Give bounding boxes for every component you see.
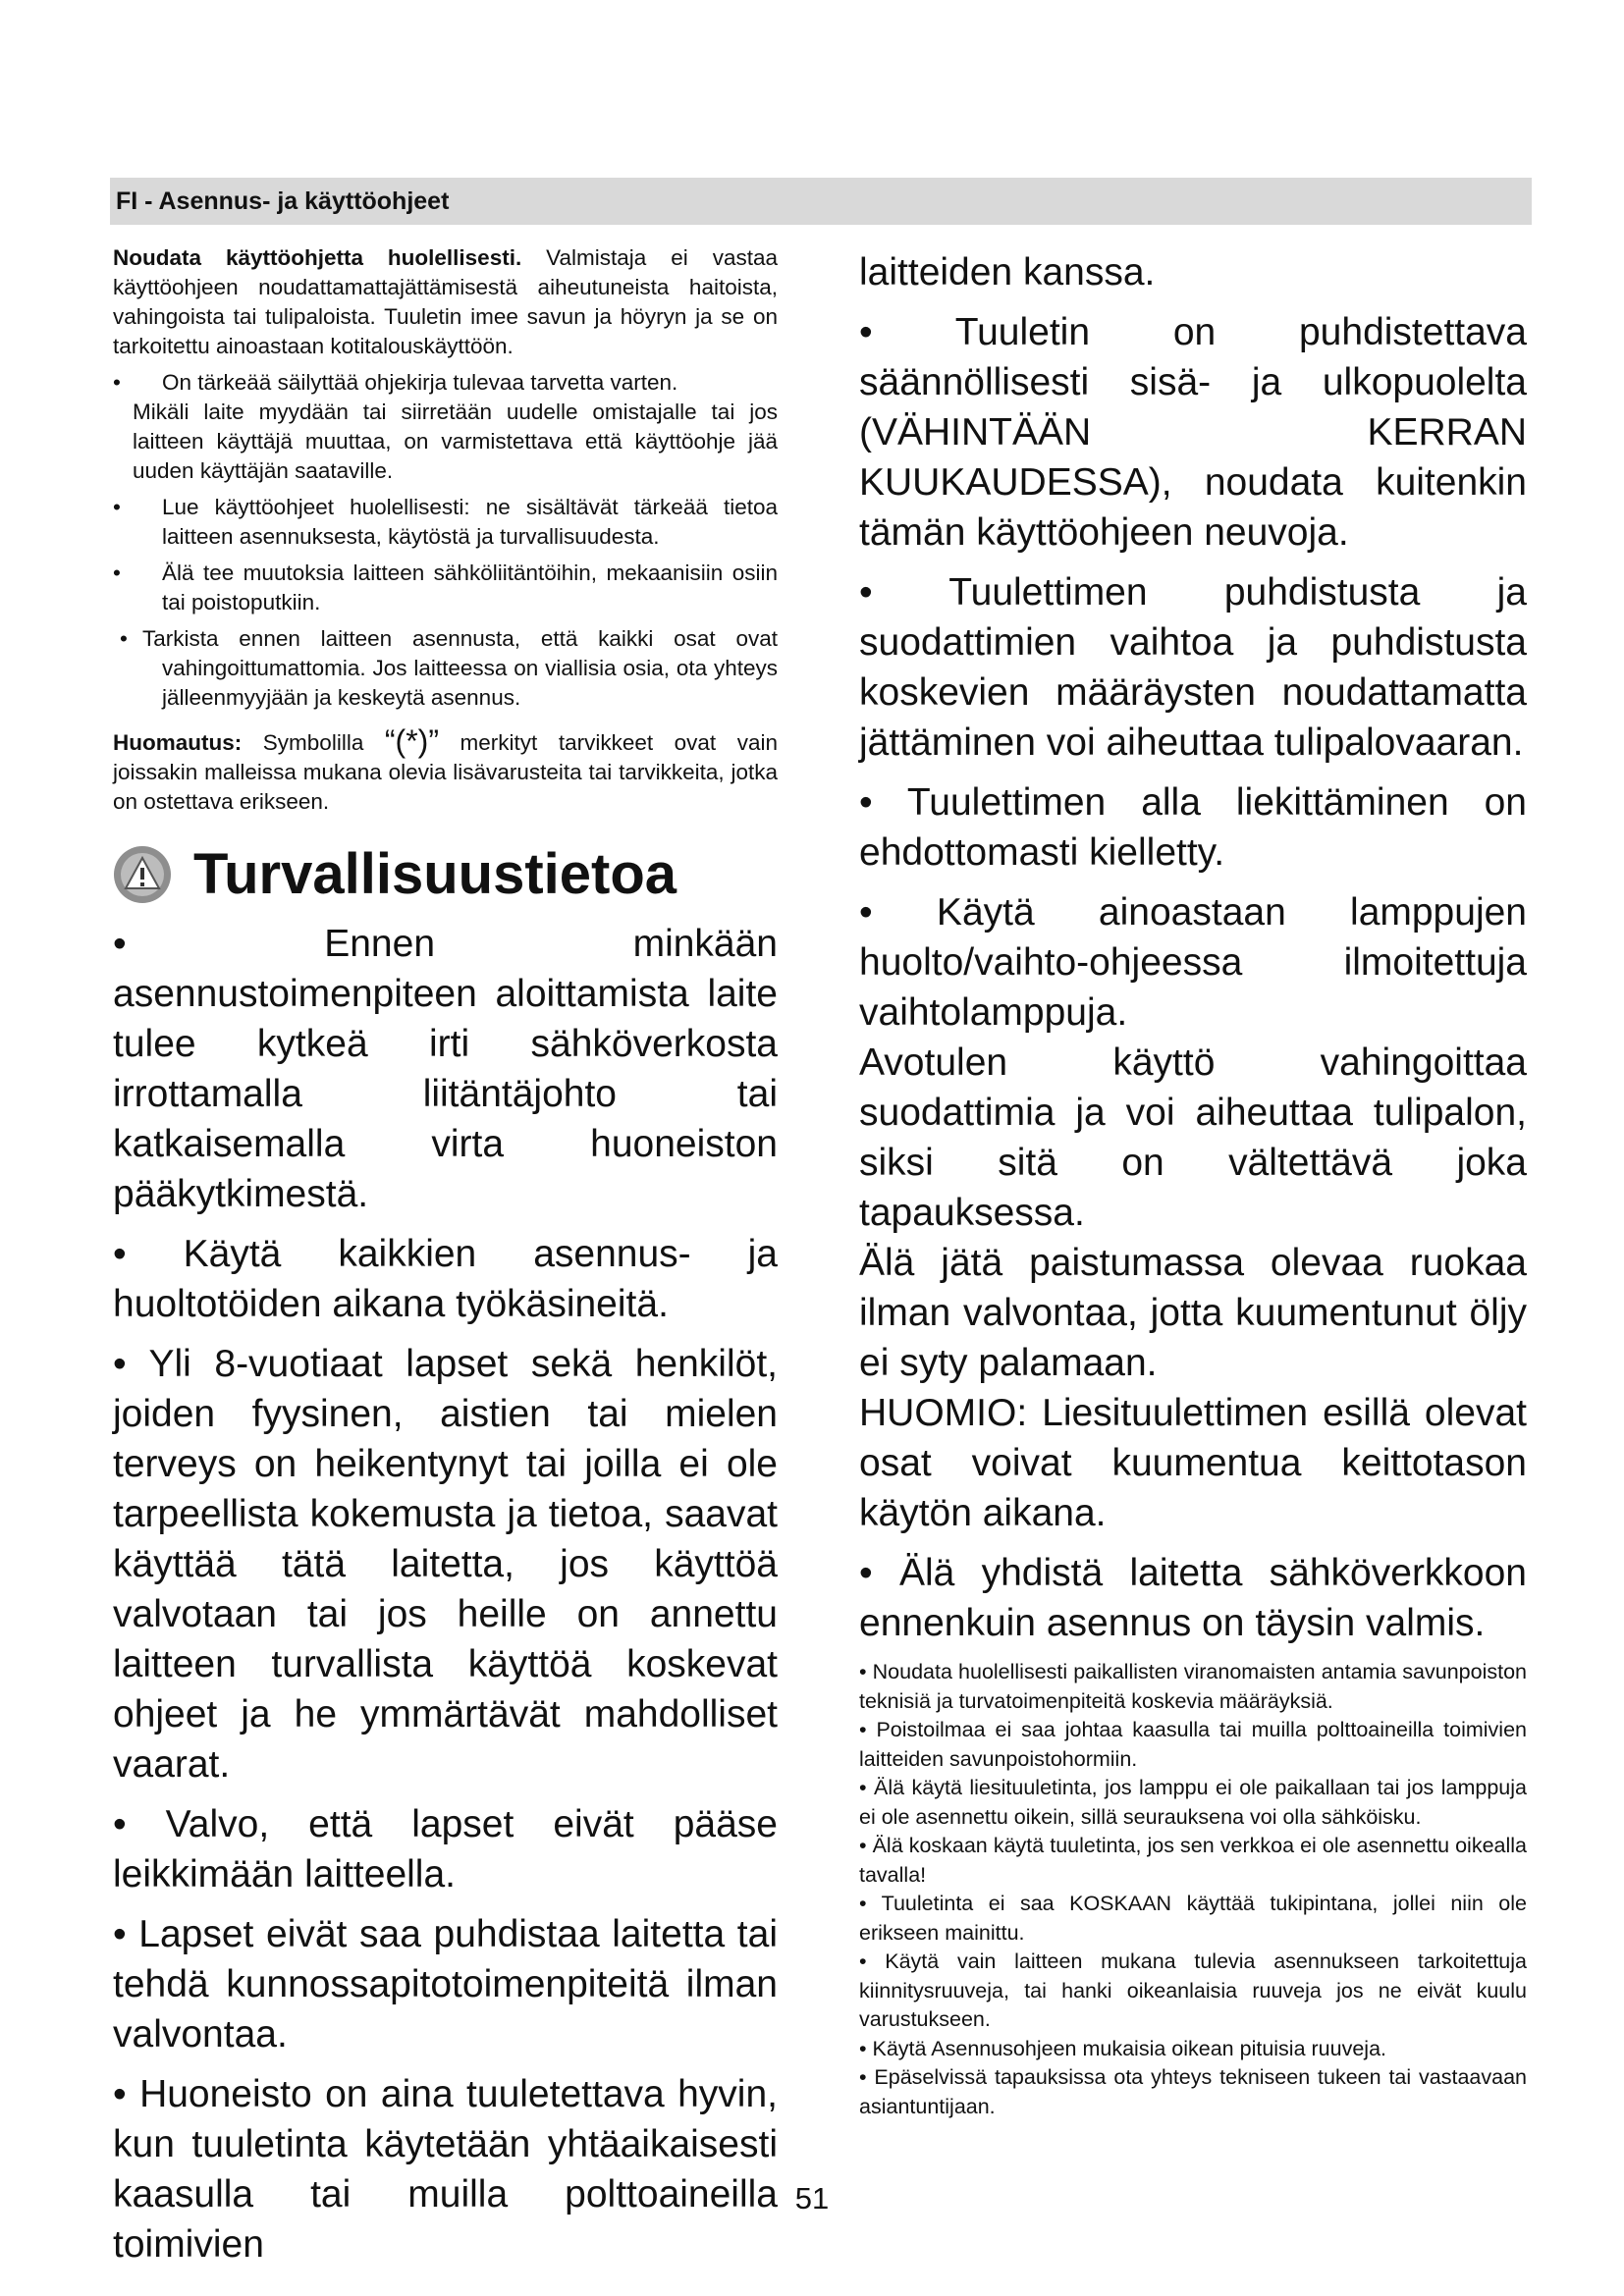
header-title: FI - Asennus- ja käyttöohjeet xyxy=(116,187,450,215)
intro-bullet-1-continuation xyxy=(113,398,778,486)
intro-bullet-3-text: Älä tee muutoksia laitteen sähköliitäntöihin, mekaanisiin osiin tai poistoputkiin. xyxy=(162,561,778,614)
intro-lead: Noudata käyttöohjetta huolellisesti. xyxy=(113,245,522,270)
safety-item-right-4: • Tuulettimen alla liekittäminen on ehdottomasti kielletty. xyxy=(859,781,1527,874)
safety-item-right-2: • Tuuletin on puhdistettava säännöllisesti sisä- ja ulkopuolelta (VÄHINTÄÄN KERRAN KUUKAUDESSA), noudata kuitenkin tämän käyttöohjeen neuvoja. xyxy=(859,311,1527,554)
safety-item-right-9: • Älä yhdistä laitetta sähköverkkoon ennenkuin asennus on täysin valmis. xyxy=(859,1552,1527,1644)
bullet-dot: • xyxy=(113,370,121,395)
safety-item-right-5: • Käytä ainoastaan lamppujen huolto/vaihto-ohjeessa ilmoitettuja vaihtolamppuja. xyxy=(859,891,1527,1034)
intro-bullet-1-text: On tärkeää säilyttää ohjekirja tulevaa tarvetta varten. xyxy=(162,370,678,395)
safety-item-right-1: laitteiden kanssa. xyxy=(859,251,1156,294)
section-header xyxy=(110,178,1532,225)
intro-bullet-4 xyxy=(113,624,778,713)
safety-item-left-3: • Yli 8-vuotiaat lapset sekä henkilöt, joiden fyysinen, aistien tai mielen terveys on heikentynyt tai joilla ei ole tarpeellista kokemusta ja tietoa, saavat käyttää tätä laitetta, jos käyttöä valvotaan tai jos heille on annettu laitteen turvallista käyttöä koskevat ohjeet ja he ymmärtävät mahdolliset vaarat. xyxy=(113,1343,778,1786)
safety-small-item-5: • Tuuletinta ei saa KOSKAAN käyttää tukipintana, jollei niin ole erikseen mainittu. xyxy=(859,1892,1527,1945)
bullet-dot: • xyxy=(113,495,121,519)
safety-small-item-8: • Epäselvissä tapauksissa ota yhteys tekniseen tukeen tai vastaavaan asiantuntijaan. xyxy=(859,2065,1527,2118)
page-number: 51 xyxy=(794,2181,830,2216)
intro-bullet-1-cont-text: Mikäli laite myydään tai siirretään uudelle omistajalle tai jos laitteen käyttäjä muuttaa, on varmistettava että käyttöohje jää uuden käyttäjän saataville. xyxy=(133,400,778,483)
note-text-post: merkityt tarvikkeet ovat vain joissakin malleissa mukana olevia lisävarusteita tai tarvikkeita, jotka on ostettava erikseen. xyxy=(113,730,778,814)
safety-item-right-3: • Tuulettimen puhdistusta ja suodattimien vaihtoa ja puhdistusta koskevien määräysten noudattamatta jättäminen voi aiheuttaa tulipalovaaran. xyxy=(859,571,1527,764)
safety-item-left-5: • Lapset eivät saa puhdistaa laitetta tai tehdä kunnossapitotoimenpiteitä ilman valvontaa. xyxy=(113,1913,778,2056)
intro-bullet-1 xyxy=(113,368,778,398)
intro-bullet-2 xyxy=(113,493,778,552)
safety-item-left-6: • Huoneisto on aina tuuletettava hyvin, kun tuuletinta käytetään yhtäaikaisesti kaasulla tai muilla polttoaineilla toimivien xyxy=(113,2073,778,2266)
note-paragraph xyxy=(113,723,778,817)
section-heading xyxy=(113,840,778,909)
safety-item-right-8: HUOMIO: Liesituulettimen esillä olevat osat voivat kuumentua keittotason käytön aikana. xyxy=(859,1392,1527,1534)
safety-item-right-7: Älä jätä paistumassa olevaa ruokaa ilman valvontaa, jotta kuumentunut öljy ei syty palamaan. xyxy=(859,1242,1527,1384)
safety-small-item-7: • Käytä Asennusohjeen mukaisia oikean pituisia ruuveja. xyxy=(859,2036,1386,2060)
safety-small-item-6: • Käytä vain laitteen mukana tulevia asennukseen tarkoitettuja kiinnitysruuveja, tai hanki oikeanlaisia ruuveja jos ne eivät kuulu varustukseen. xyxy=(859,1949,1527,2031)
section-title: Turvallisuustietoa xyxy=(193,842,677,906)
right-column xyxy=(859,247,1527,2121)
safety-small-item-4: • Älä koskaan käytä tuuletinta, jos sen verkkoa ei ole asennettu oikealla tavalla! xyxy=(859,1834,1527,1887)
intro-text: Valmistaja ei vastaa käyttöohjeen noudattamattajättämisestä aiheutuneista haitoista, vahingoista tai tulipaloista. Tuuletin imee savun ja höyryn ja se on tarkoitettu ainoastaan kotitalouskäyttöön. xyxy=(113,245,778,358)
left-column xyxy=(113,243,778,2269)
safety-small-item-1: • Noudata huolellisesti paikallisten viranomaisten antamia savunpoiston teknisiä ja turvatoimenpiteitä koskevia määräyksiä. xyxy=(859,1660,1527,1713)
note-label: Huomautus: xyxy=(113,730,243,755)
bullet-dot: • xyxy=(113,561,121,585)
intro-paragraph xyxy=(113,243,778,361)
safety-item-left-2: • Käytä kaikkien asennus- ja huoltotöiden aikana työkäsineitä. xyxy=(113,1233,778,1325)
warning-icon xyxy=(113,845,172,904)
safety-item-right-6: Avotulen käyttö vahingoittaa suodattimia ja voi aiheuttaa tulipalon, siksi sitä on vältettävä joka tapauksessa. xyxy=(859,1041,1527,1234)
intro-bullet-2-text: Lue käyttöohjeet huolellisesti: ne sisältävät tärkeää tietoa laitteen asennuksesta, käytöstä ja turvallisuudesta. xyxy=(162,495,778,549)
safety-item-left-1: • Ennen minkään asennustoimenpiteen aloittamista laite tulee kytkeä irti sähköverkosta irrottamalla liitäntäjohto tai katkaisemalla virta huoneiston pääkytkimestä. xyxy=(113,923,778,1215)
bullet-dot: • xyxy=(120,626,128,651)
safety-small-item-2: • Poistoilmaa ei saa johtaa kaasulla tai muilla polttoaineilla toimivien laitteiden savunpoistohormiin. xyxy=(859,1718,1527,1771)
safety-small-item-3: • Älä käytä liesituuletinta, jos lamppu ei ole paikallaan tai jos lamppuja ei ole asennettu oikein, sillä seurauksena voi olla sähköisku. xyxy=(859,1776,1527,1829)
intro-bullet-4-text: Tarkista ennen laitteen asennusta, että kaikki osat ovat vahingoittumattomia. Jos laitteessa on viallisia osia, ota yhteys jälleenmyyjään ja keskeytä asennus. xyxy=(142,626,778,710)
note-symbol: “(*)” xyxy=(384,723,439,759)
safety-item-left-4: • Valvo, että lapset eivät pääse leikkimään laitteella. xyxy=(113,1803,778,1896)
note-text-pre: Symbolilla xyxy=(242,730,385,755)
intro-bullet-3 xyxy=(113,559,778,617)
